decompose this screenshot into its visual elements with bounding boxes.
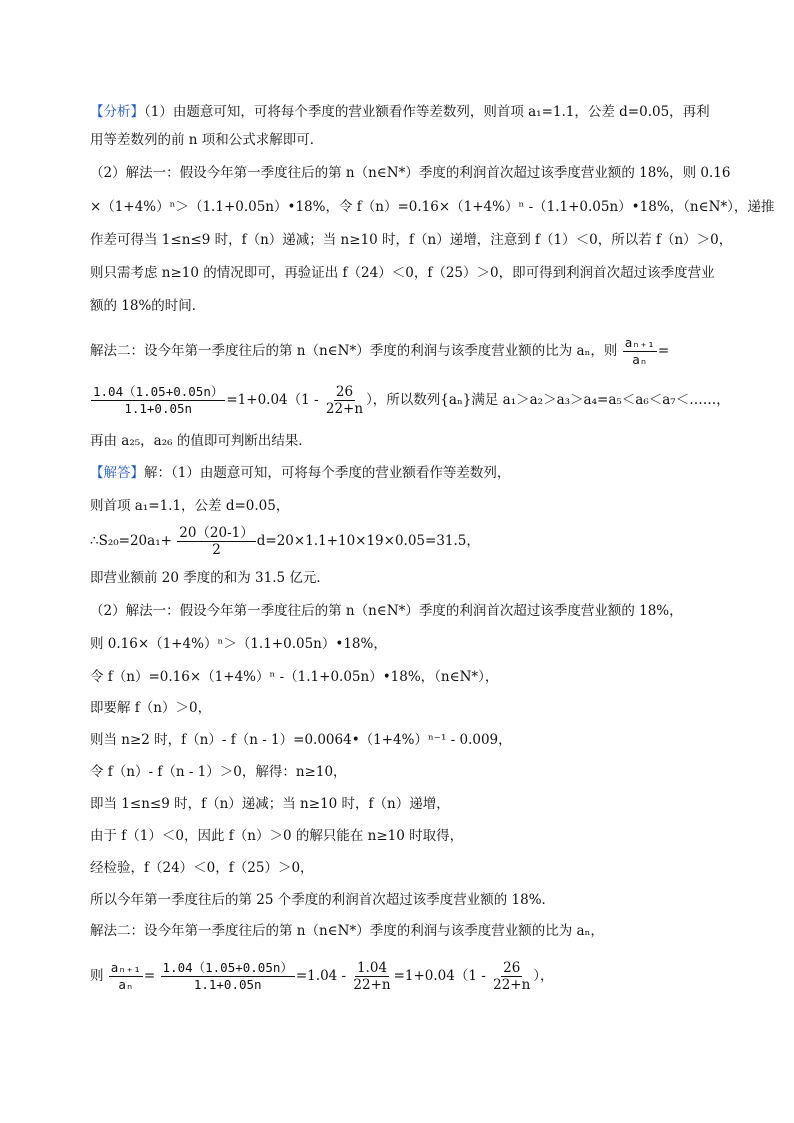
solution-line8: 即要解 f（n）＞0， xyxy=(90,700,212,716)
solution-line2: 则首项 a₁=1.1，公差 d=0.05， xyxy=(90,498,290,514)
fraction-denominator: 1.1+0.05n xyxy=(124,401,193,416)
solution-line5: （2）解法一：假设今年第一季度往后的第 n（n∈N*）季度的利润首次超过该季度营业额的 18%， xyxy=(90,603,683,619)
fraction-numerator: 26 xyxy=(335,384,354,400)
fraction-denominator: 22+n xyxy=(353,977,391,993)
sum-expression-start: ∴S₂₀=20a₁+ xyxy=(90,533,172,549)
solution-line1 xyxy=(90,464,510,482)
fraction-numerator: aₙ₊₁ xyxy=(110,960,141,975)
fraction-numerator: 26 xyxy=(503,960,521,976)
analysis-part2-line4: 则只需考虑 n≥10 的情况即可，再验证出 f（24）＜0，f（25）＞0，即可得到利润首次超过该季度营业 xyxy=(90,265,715,281)
analysis-method2-line3: 再由 a₂₅，a₂₆ 的值即可判断出结果． xyxy=(90,433,312,449)
solution-line12: 由于 f（1）＜0，因此 f（n）＞0 的解只能在 n≥10 时取得， xyxy=(90,828,464,844)
fraction-denominator: 22+n xyxy=(325,401,364,417)
small-fraction xyxy=(491,960,532,993)
expression-end: ），所以数列{aₙ}满足 a₁＞a₂＞a₃＞a₄=a₅＜a₆＜a₇＜……， xyxy=(366,392,730,408)
solution-line11: 即当 1≤n≤9 时，f（n）递减；当 n≥10 时，f（n）递增， xyxy=(90,796,450,812)
solution-line10: 令 f（n）- f（n - 1）＞0，解得：n≥10， xyxy=(90,764,347,780)
solution-line3 xyxy=(90,525,480,558)
sum-fraction xyxy=(177,525,256,558)
analysis-method2-line1 xyxy=(90,335,669,368)
solution-line16 xyxy=(90,960,554,993)
small-fraction xyxy=(324,384,365,417)
fraction-denominator: aₙ xyxy=(118,977,134,992)
fraction-numerator: 1.04 xyxy=(356,960,388,976)
then-label: 则 xyxy=(90,968,104,984)
fraction-denominator: 22+n xyxy=(493,977,531,993)
solution-text: 解：（1）由题意可知，可将每个季度的营业额看作等差数列， xyxy=(144,465,511,481)
fraction-numerator: aₙ₊₁ xyxy=(624,335,655,350)
expression-mid: =1+0.04（1 - xyxy=(226,392,319,408)
analysis-text: （1）由题意可知，可将每个季度的营业额看作等差数列，则首项 a₁=1.1，公差 d=0.05，再利 xyxy=(144,104,710,120)
analysis-method2-line2 xyxy=(90,384,730,417)
fraction-numerator: 1.04（1.05+0.05n） xyxy=(162,960,293,975)
analysis-part2-line2: ×（1+4%）ⁿ＞（1.1+0.05n）•18%，令 f（n）=0.16×（1+4%）ⁿ -（1.1+0.05n）•18%，（n∈N*），递推 xyxy=(90,199,775,215)
ratio-expression-fraction xyxy=(91,384,225,417)
fraction-numerator: 1.04（1.05+0.05n） xyxy=(93,384,224,399)
solution-line15: 解法二：设今年第一季度往后的第 n（n∈N*）季度的利润与该季度营业额的比为 aₙ， xyxy=(90,923,604,939)
ratio-fraction xyxy=(623,335,657,368)
analysis-part2-line1: （2）解法一：假设今年第一季度往后的第 n（n∈N*）季度的利润首次超过该季度营业额的 18%，则 0.16 xyxy=(90,165,731,181)
fraction-denominator: 2 xyxy=(212,542,221,558)
analysis-part1-line2: 用等差数列的前 n 项和公式求解即可． xyxy=(90,132,324,148)
analysis-part2-line5: 额的 18%的时间． xyxy=(90,298,206,314)
fraction-denominator: aₙ xyxy=(632,352,648,367)
fraction-denominator: 1.1+0.05n xyxy=(193,977,262,992)
solution-line4: 即营业额前 20 季度的和为 31.5 亿元． xyxy=(90,570,330,586)
solution-line14: 所以今年第一季度往后的第 25 个季度的利润首次超过该季度营业额的 18%． xyxy=(90,892,556,908)
sum-expression-end: d=20×1.1+10×19×0.05=31.5， xyxy=(256,533,480,549)
small-fraction xyxy=(351,960,392,993)
equals-sign: = xyxy=(143,968,156,984)
solution-tag: 【解答】 xyxy=(90,465,144,481)
ratio-fraction xyxy=(109,960,143,993)
fraction-numerator: 20（20-1） xyxy=(179,525,254,541)
expression-end: ）， xyxy=(533,968,554,984)
solution-line9: 则当 n≥2 时，f（n）- f（n - 1）=0.0064•（1+4%）ⁿ⁻¹ - 0.009， xyxy=(90,732,512,748)
analysis-part2-line3: 作差可得当 1≤n≤9 时，f（n）递减；当 n≥10 时，f（n）递增，注意到 f（1）＜0，所以若 f（n）＞0， xyxy=(90,232,733,248)
expression-mid2: =1+0.04（1 - xyxy=(393,968,486,984)
analysis-tag: 【分析】 xyxy=(90,104,144,120)
analysis-part1-line1 xyxy=(90,103,710,121)
solution-line6: 则 0.16×（1+4%）ⁿ＞（1.1+0.05n）•18%， xyxy=(90,636,387,652)
solution-line7: 令 f（n）=0.16×（1+4%）ⁿ -（1.1+0.05n）•18%，（n∈N*）， xyxy=(90,669,499,685)
expression-mid: =1.04 - xyxy=(295,968,347,984)
solution-line13: 经检验，f（24）＜0，f（25）＞0， xyxy=(90,860,314,876)
equals-sign: = xyxy=(657,343,670,359)
method2-text: 解法二：设今年第一季度往后的第 n（n∈N*）季度的利润与该季度营业额的比为 aₙ，则 xyxy=(90,343,618,359)
ratio-expression-fraction xyxy=(161,960,295,993)
